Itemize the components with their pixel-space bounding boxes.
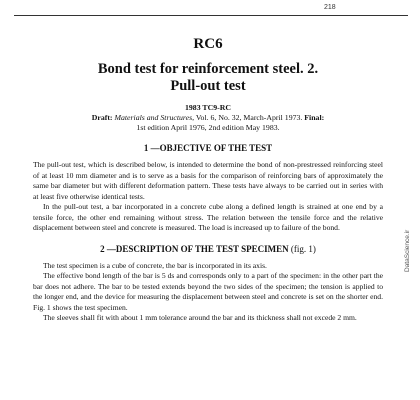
title-line-1: Bond test for reinforcement steel. 2. xyxy=(97,61,319,77)
final-label: Final: xyxy=(304,113,325,122)
title-line-2: Pull-out test xyxy=(170,78,246,94)
section-heading: 1 —OBJECTIVE OF THE TEST xyxy=(143,143,273,153)
draft-details: , Vol. 6, No. 32, March-April 1973. xyxy=(192,113,303,122)
page-number: 218 xyxy=(324,4,336,11)
paragraph: The sleeves shall fit with about 1 mm tolerance around the bar and its thickness shall not excede 2 mm. xyxy=(43,313,357,322)
top-rule xyxy=(14,15,408,16)
section-description xyxy=(33,244,383,324)
recommendation-code: RC6 xyxy=(193,36,223,52)
committee-label: 1983 TC9-RC xyxy=(185,103,231,112)
publication-meta xyxy=(33,103,383,133)
final-details: 1st edition April 1976, 2nd edition May 1983. xyxy=(136,123,280,132)
draft-source: Materials and Structures xyxy=(114,113,193,122)
paper-title xyxy=(33,61,383,95)
section-heading: 2 —DESCRIPTION OF THE TEST SPECIMEN (fig. 1) xyxy=(100,243,316,254)
draft-label: Draft: xyxy=(91,113,113,122)
paragraph: The test specimen is a cube of concrete, the bar is incorporated in its axis. xyxy=(43,260,267,270)
section-objective xyxy=(33,143,383,234)
paragraph: The effective bond length of the bar is 5 ds and corresponds only to a part of the specimen: in the other part the bar does not adhere. The bar to be tested extends beyond the two sides of the specimen; the tension is applied to the longer end, and the device for measuring the displacement between steel and concrete is set on the shorter end. Fig. 1 shows the test specimen. xyxy=(33,271,383,312)
side-watermark: DataScience.ir xyxy=(404,229,411,272)
paragraph: In the pull-out test, a bar incorporated in a concrete cube along a defined length is strained at one end by a tensile force, the other end remaining without stress. The relation between the tensile force and the relative displacement between steel and concrete is measured. The load is increased up to failure of the bond. xyxy=(33,202,383,232)
paper-content xyxy=(33,36,383,324)
paragraph: The pull-out test, which is described below, is intended to determine the bond of non-prestressed reinforcing steel of at least 10 mm diameter and is to serve as a basis for the comparison of reinforcing bars of approximately the same bar diameter but with different deformation pattern. These tests have always to be carried out in series with at least five otherwise identical tests. xyxy=(33,160,383,201)
figure-reference: (fig. 1) xyxy=(290,243,316,254)
